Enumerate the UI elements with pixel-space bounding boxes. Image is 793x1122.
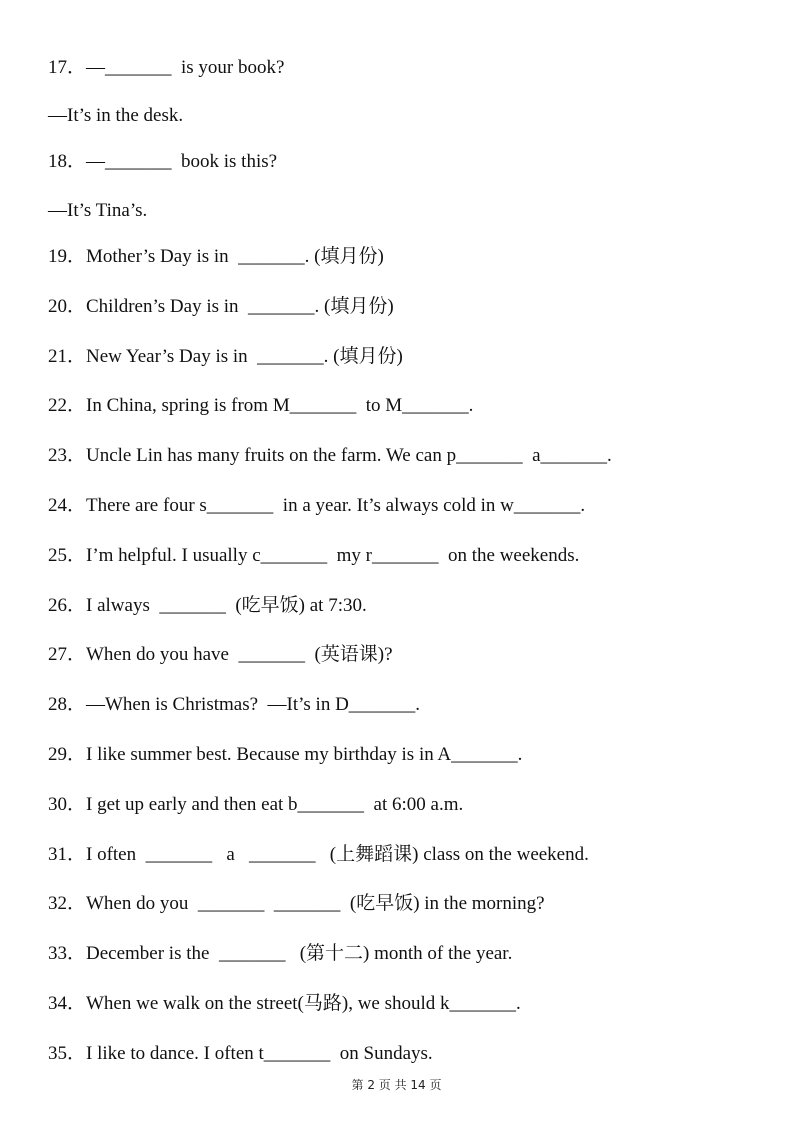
question-19: 19．Mother’s Day is in _______. (填月份) xyxy=(48,246,384,267)
question-35: 35．I like to dance. I often t_______ on Sundays. xyxy=(48,1043,433,1064)
question-31: 31．I often _______ a _______ (上舞蹈课) class on the weekend. xyxy=(48,844,589,865)
question-24: 24．There are four s_______ in a year. It’s always cold in w_______. xyxy=(48,495,586,516)
question-30: 30．I get up early and then eat b_______ at 6:00 a.m. xyxy=(48,794,464,815)
page-number-footer: 第 2 页 共 14 页 xyxy=(351,1078,442,1092)
question-33: 33．December is the _______ (第十二) month of the year. xyxy=(48,943,513,964)
question-22: 22．In China, spring is from M_______ to M_______. xyxy=(48,395,474,416)
question-21: 21．New Year’s Day is in _______. (填月份) xyxy=(48,346,403,367)
question-25: 25．I’m helpful. I usually c_______ my r_______ on the weekends. xyxy=(48,545,580,566)
question-20: 20．Children’s Day is in _______. (填月份) xyxy=(48,296,394,317)
question-26: 26．I always _______ (吃早饭) at 7:30. xyxy=(48,595,367,616)
answer-18: —It’s Tina’s. xyxy=(48,200,148,221)
question-18: 18．—_______ book is this? xyxy=(48,151,278,172)
question-34: 34．When we walk on the street(马路), we should k_______. xyxy=(48,993,521,1014)
question-28: 28．—When is Christmas? —It’s in D_______. xyxy=(48,694,421,715)
question-27: 27．When do you have _______ (英语课)? xyxy=(48,644,393,665)
question-29: 29．I like summer best. Because my birthday is in A_______. xyxy=(48,744,523,765)
question-32: 32．When do you _______ _______ (吃早饭) in the morning? xyxy=(48,893,545,914)
question-17: 17．—_______ is your book? xyxy=(48,57,285,78)
answer-17: —It’s in the desk. xyxy=(48,105,184,126)
question-23: 23．Uncle Lin has many fruits on the farm. We can p_______ a_______. xyxy=(48,445,612,466)
